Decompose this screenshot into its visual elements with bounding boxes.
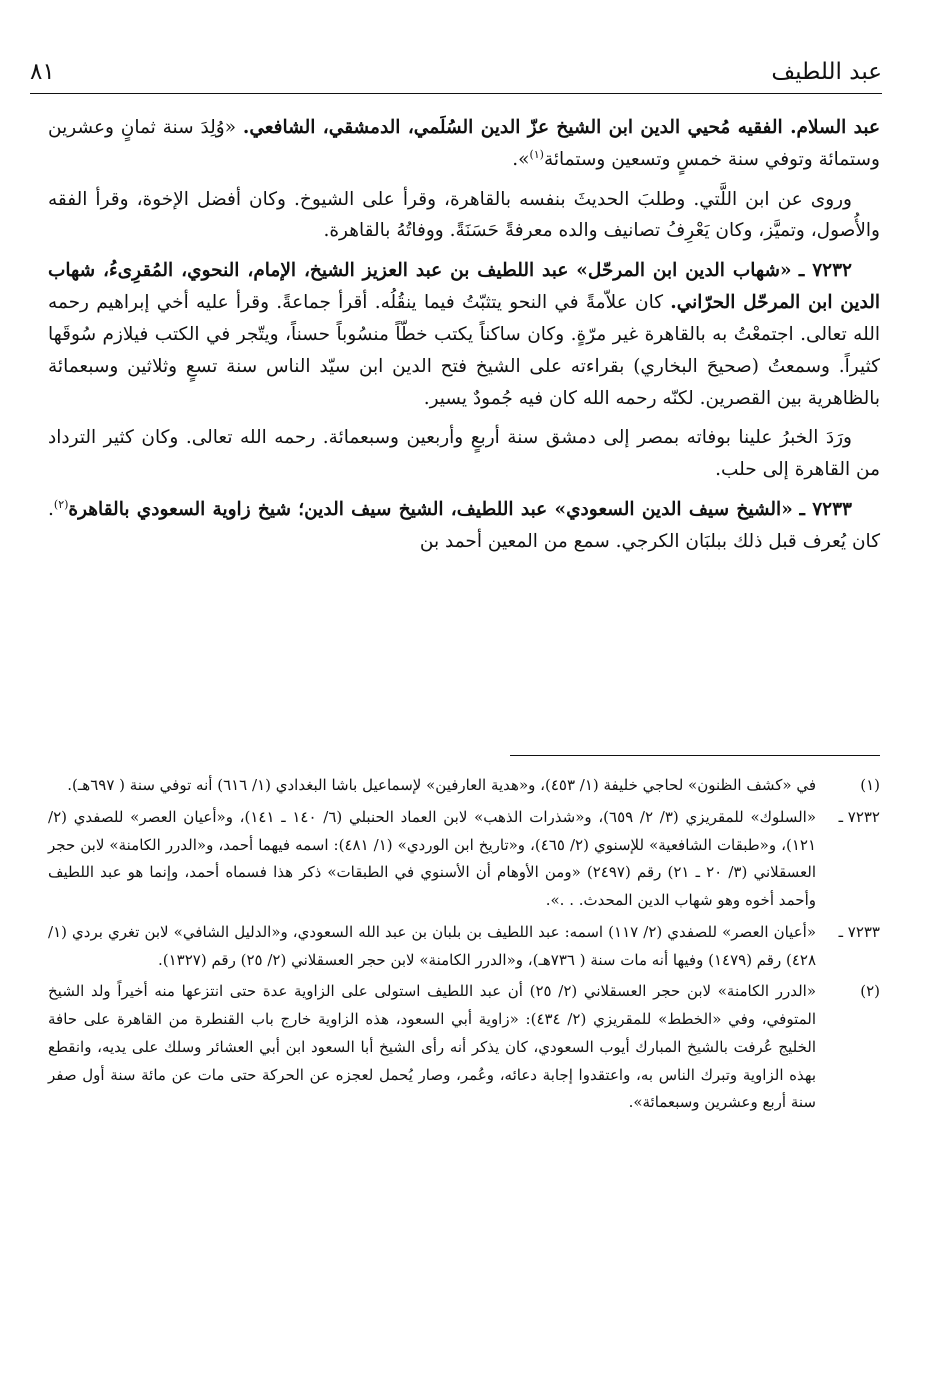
footnote-text: «السلوك» للمقريزي (٣/ ٢/ ٦٥٩)، و«شذرات الذهب» لابن العماد الحنبلي (٦/ ١٤٠ ـ ١٤١)، و«أعيان العصر» للصفدي (٢/ ١٢١)، و«طبقات الشافعية» للإسنوي (٢/ ٤٦٥)، و«تاريخ ابن الوردي» (١/ ٤٨١): اسمه فيهما أحمد، و«الدرر الكامنة» لابن حجر العسقلاني (٣/ ٢٠ ـ ٢١) رقم (٢٤٩٧) «ومن الأوهام أن الأسنوي في الطبقات» ذكر هذا فسماه أحمد، وإنما هو عبد اللطيف وأحمد أخوه وهو شهاب الدين المحدث. . .».	[48, 807, 817, 909]
entry-text-end: ».	[512, 148, 530, 170]
footnote-number: (٢)	[860, 982, 880, 1001]
entry-7232-text: كان علاّمةً في النحو يتثبّتُ فيما ينقُلُه. أقرأ جماعةً. وقرأ عليه أخي إبراهيم رحمه الله تعالى. اجتمعْتُ به بالقاهرة غير مرّةٍ. وكان ساكناً يكتب خطّاً منسُوباً حسناً، ويتّجر في الكتب فيلازم سُوقَها كثيراً. وسمعتُ (صحيحَ البخاري) بقراءته على الشيخ فتح الدين ابن سيّد الناس سنة تسعٍ وثلاثين وسبعمائة بالظاهرية بين القصرين. لكنّه رحمه الله كان فيه جُمودٌ يسير.	[48, 292, 880, 409]
running-head: عبد اللطيف	[771, 59, 882, 85]
entry-7233-text: . كان يُعرف قبل ذلك ببلبَان الكرجي. سمع من المعين أحمد بن	[48, 498, 880, 552]
footnote-ref-1: (١)	[529, 147, 544, 161]
footnote-divider	[510, 755, 880, 756]
paragraph-death-note: ورَدَ الخبرُ علينا بوفاته بمصر إلى دمشق سنة أربعٍ وأربعين وسبعمائة. رحمه الله تعالى. وكان كثير الترداد من القاهرة إلى حلب.	[48, 427, 880, 481]
page-number: ٨١	[30, 59, 55, 85]
footnote-text: «أعيان العصر» للصفدي (٢/ ١١٧) اسمه: عبد اللطيف بن بلبان بن عبد الله السعودي، و«الدليل الشافي» لابن تغري بردي (١/ ٤٢٨) رقم (١٤٧٩) وفيها أنه مات سنة ( ٧٣٦هـ)، و«الدرر الكامنة» لابن حجر العسقلاني (٢/ ٢٥) رقم (١٣٢٧).	[48, 922, 816, 969]
page-header	[30, 46, 882, 94]
footnote-number: ٧٢٣٣ ـ	[838, 922, 880, 941]
entry-name-bold: عبد السلام. الفقيه مُحيي الدين ابن الشيخ عزّ الدين السُلَمي، الدمشقي، الشافعي.	[242, 117, 880, 138]
footnote	[48, 978, 880, 1117]
entry-7232	[48, 255, 880, 414]
entry-text: «وُلِدَ سنة ثمانٍ وعشرين وستمائة وتوفي سنة خمسٍ وتسعين وستمائة	[48, 117, 880, 170]
footnote-number: (١)	[860, 776, 880, 794]
footnote	[48, 804, 880, 915]
footnote	[48, 919, 880, 975]
entry-number-7232: ٧٢٣٢ ـ	[798, 260, 852, 282]
paragraph-biography: وروى عن ابن اللَّتي. وطلبَ الحديثَ بنفسه بالقاهرة، وقرأ على الشيوخ. وكان أفضل الإخوة، وقرأ الفقه والأُصول، وتميَّز، وكان يَعْرِفُ تصانيف والده معرفةً حَسَنَةً. ووفاتُهُ بالقاهرة.	[48, 188, 880, 242]
entry-7233	[48, 494, 880, 558]
footnotes	[48, 772, 880, 1121]
entry-7232-title: «شهاب الدين ابن المرحّل» عبد اللطيف بن عبد العزيز الشيخ، الإمام، النحوي، المُقرِىءُ، شهاب الدين ابن المرحّل الحرّاني.	[48, 260, 880, 314]
footnote-text: «الدرر الكامنة» لابن حجر العسقلاني (٢/ ٢٥) أن عبد اللطيف استولى على الزاوية عدة حتى انتزعها منه أخيراً ولد الشيخ المتوفي، وفي «الخطط» للمقريزي (٢/ ٤٣٤): «زاوية أبي السعود، هذه الزاوية خارج باب القنطرة من القاهرة على حافة الخليج عُرفت بالشيخ المبارك أيوب السعودي، كان يذكر أنه رأى الشيخ أبا السعود ابن أبي العشائر وسلك على يديه، وانقطع بهذه الزاوية وتبرك الناس به، واعتقدوا إجابة دعائه، وعُمر، وصار يُحمل لعجزه عن الحركة حتى مات عن مائة سنة أول صفر سنة أربع وعشرين وسبعمائة».	[48, 982, 817, 1112]
entry-number-7233: ٧٢٣٣ ـ	[799, 498, 852, 520]
footnote-text: في «كشف الظنون» لحاجي خليفة (١/ ٤٥٣)، و«هدية العارفين» لإسماعيل باشا البغدادي (١/ ٦١٦) أنه توفي سنة ( ٦٩٧هـ).	[67, 776, 816, 794]
entry-continuation	[48, 112, 880, 176]
footnote-number: ٧٢٣٢ ـ	[838, 807, 880, 826]
footnote	[48, 772, 880, 800]
footnote-ref-2: (٢)	[53, 497, 69, 511]
main-text	[48, 112, 880, 566]
entry-7233-title: «الشيخ سيف الدين السعودي» عبد اللطيف، الشيخ سيف الدين؛ شيخ زاوية السعودي بالقاهرة	[68, 498, 793, 520]
